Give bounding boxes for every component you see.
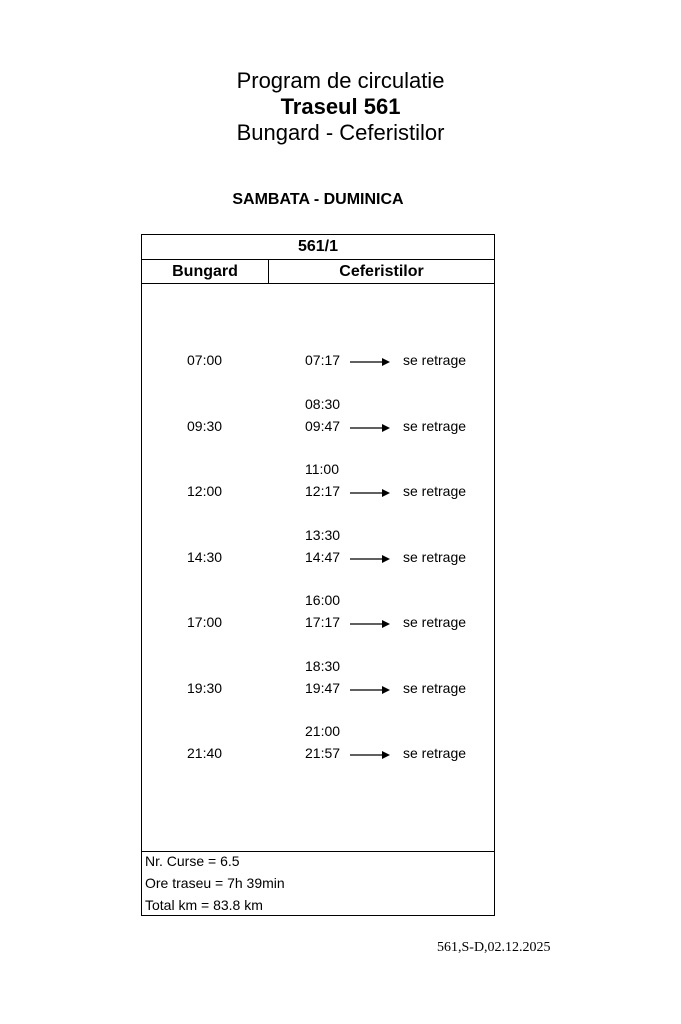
withdraw-note: se retrage <box>403 614 467 630</box>
ceferistilor-arrival-time: 18:30 <box>305 658 341 674</box>
bungard-time: 12:00 <box>187 483 223 499</box>
arrow-right-icon <box>350 554 390 564</box>
ceferistilor-departure-time: 09:47 <box>305 418 341 434</box>
arrow-right-icon <box>350 357 390 367</box>
withdraw-note: se retrage <box>403 352 467 368</box>
ceferistilor-departure-time: 17:17 <box>305 614 341 630</box>
ceferistilor-departure-time: 19:47 <box>305 680 341 696</box>
column-header-ceferistilor: Ceferistilor <box>269 260 494 284</box>
ceferistilor-arrival-time: 13:30 <box>305 527 341 543</box>
ceferistilor-departure-time: 07:17 <box>305 352 341 368</box>
arrow-right-icon <box>350 619 390 629</box>
withdraw-note: se retrage <box>403 418 467 434</box>
ceferistilor-departure-time: 21:57 <box>305 745 341 761</box>
arrow-right-icon <box>350 488 390 498</box>
ceferistilor-arrival-time: 16:00 <box>305 592 341 608</box>
summary-curse: Nr. Curse = 6.5 <box>145 853 240 869</box>
summary-total-km: Total km = 83.8 km <box>145 897 263 913</box>
day-type-heading: SAMBATA - DUMINICA <box>232 191 404 208</box>
arrow-right-icon <box>350 685 390 695</box>
column-header-bungard: Bungard <box>142 260 269 284</box>
footer-divider <box>142 851 494 852</box>
route-endpoints: Bungard - Ceferistilor <box>236 120 445 145</box>
route-code-header: 561/1 <box>142 235 494 260</box>
bungard-time: 19:30 <box>187 680 223 696</box>
arrow-right-icon <box>350 423 390 433</box>
route-name: Traseul 561 <box>280 94 401 119</box>
document-title: Program de circulatie <box>236 68 445 93</box>
bungard-time: 21:40 <box>187 745 223 761</box>
withdraw-note: se retrage <box>403 680 467 696</box>
schedule-table <box>141 234 495 916</box>
bungard-time: 14:30 <box>187 549 223 565</box>
bungard-time: 17:00 <box>187 614 223 630</box>
withdraw-note: se retrage <box>403 483 467 499</box>
summary-ore-traseu: Ore traseu = 7h 39min <box>145 875 285 891</box>
document-reference: 561,S-D,02.12.2025 <box>437 940 551 955</box>
ceferistilor-arrival-time: 21:00 <box>305 723 341 739</box>
bungard-time: 07:00 <box>187 352 223 368</box>
bungard-time: 09:30 <box>187 418 223 434</box>
withdraw-note: se retrage <box>403 745 467 761</box>
withdraw-note: se retrage <box>403 549 467 565</box>
ceferistilor-departure-time: 12:17 <box>305 483 341 499</box>
arrow-right-icon <box>350 750 390 760</box>
ceferistilor-arrival-time: 11:00 <box>305 461 339 477</box>
ceferistilor-departure-time: 14:47 <box>305 549 341 565</box>
document-title-block <box>0 68 681 146</box>
ceferistilor-arrival-time: 08:30 <box>305 396 341 412</box>
